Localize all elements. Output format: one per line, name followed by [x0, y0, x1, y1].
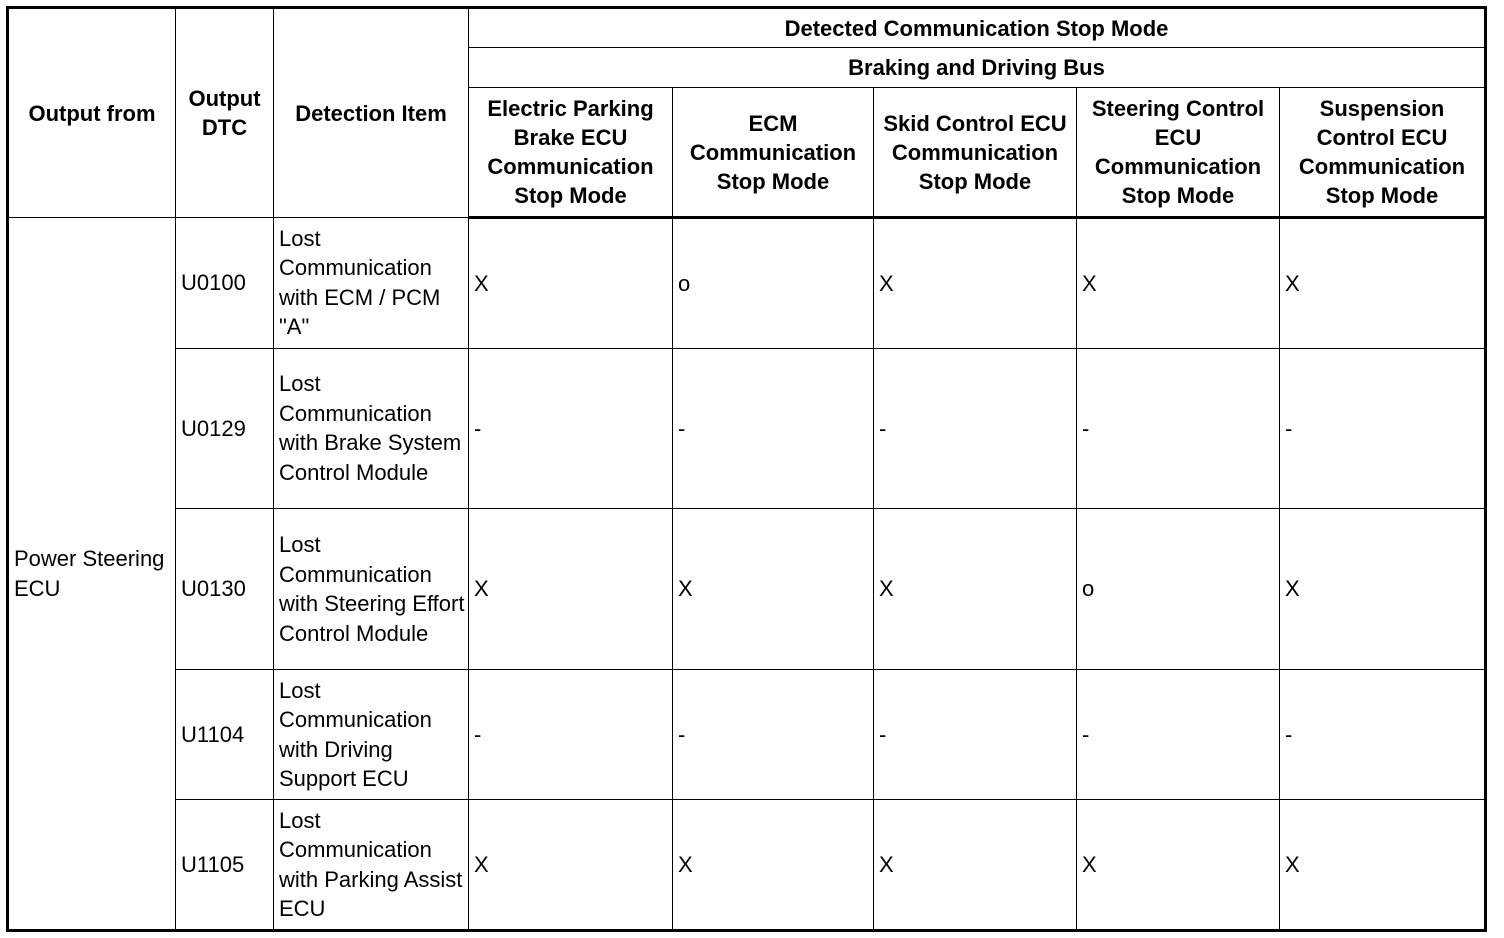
table-row [8, 509, 1486, 670]
header-electric-parking-brake-ecu: Electric Parking Brake ECU Communication Stop Mode [469, 88, 673, 218]
header-output-from: Output from [8, 8, 176, 218]
dtc-cell: U1105 [176, 800, 274, 931]
output-from-cell: Power Steering ECU [8, 218, 176, 931]
mark-cell: X [1077, 218, 1280, 349]
dtc-cell: U0100 [176, 218, 274, 349]
mark-cell: X [1280, 218, 1486, 349]
header-detection-item: Detection Item [274, 8, 469, 218]
mark-cell: - [1280, 669, 1486, 800]
mark-cell: - [673, 348, 874, 509]
mark-cell: X [673, 509, 874, 670]
header-ecm: ECM Communication Stop Mode [673, 88, 874, 218]
mark-cell: X [1280, 800, 1486, 931]
mark-cell: X [874, 800, 1077, 931]
table-row [8, 218, 1486, 349]
mark-cell: X [469, 218, 673, 349]
mark-cell: - [1280, 348, 1486, 509]
mark-cell: X [874, 218, 1077, 349]
header-suspension-control-ecu: Suspension Control ECU Communication Stop Mode [1280, 88, 1486, 218]
mark-cell: - [673, 669, 874, 800]
dtc-cell: U1104 [176, 669, 274, 800]
mark-cell: X [673, 800, 874, 931]
communication-stop-mode-table [6, 6, 1487, 932]
mark-cell: X [1077, 800, 1280, 931]
header-skid-control-ecu: Skid Control ECU Communication Stop Mode [874, 88, 1077, 218]
detection-item-cell: Lost Communication with Driving Support ECU [274, 669, 469, 800]
mark-cell: - [1077, 348, 1280, 509]
mark-cell: X [874, 509, 1077, 670]
mark-cell: - [1077, 669, 1280, 800]
header-detected-communication-stop-mode: Detected Communication Stop Mode [469, 8, 1486, 48]
dtc-cell: U0129 [176, 348, 274, 509]
header-steering-control-ecu: Steering Control ECU Communication Stop Mode [1077, 88, 1280, 218]
mark-cell: X [469, 800, 673, 931]
mark-cell: - [874, 669, 1077, 800]
mark-cell: o [1077, 509, 1280, 670]
table-row [8, 669, 1486, 800]
header-output-dtc: Output DTC [176, 8, 274, 218]
mark-cell: X [1280, 509, 1486, 670]
mark-cell: - [469, 348, 673, 509]
table-row [8, 348, 1486, 509]
mark-cell: X [469, 509, 673, 670]
dtc-table-page [6, 6, 1484, 932]
table-row [8, 800, 1486, 931]
detection-item-cell: Lost Communication with Steering Effort Control Module [274, 509, 469, 670]
mark-cell: o [673, 218, 874, 349]
header-braking-and-driving-bus: Braking and Driving Bus [469, 48, 1486, 88]
dtc-cell: U0130 [176, 509, 274, 670]
detection-item-cell: Lost Communication with ECM / PCM "A" [274, 218, 469, 349]
detection-item-cell: Lost Communication with Parking Assist ECU [274, 800, 469, 931]
mark-cell: - [469, 669, 673, 800]
mark-cell: - [874, 348, 1077, 509]
detection-item-cell: Lost Communication with Brake System Control Module [274, 348, 469, 509]
